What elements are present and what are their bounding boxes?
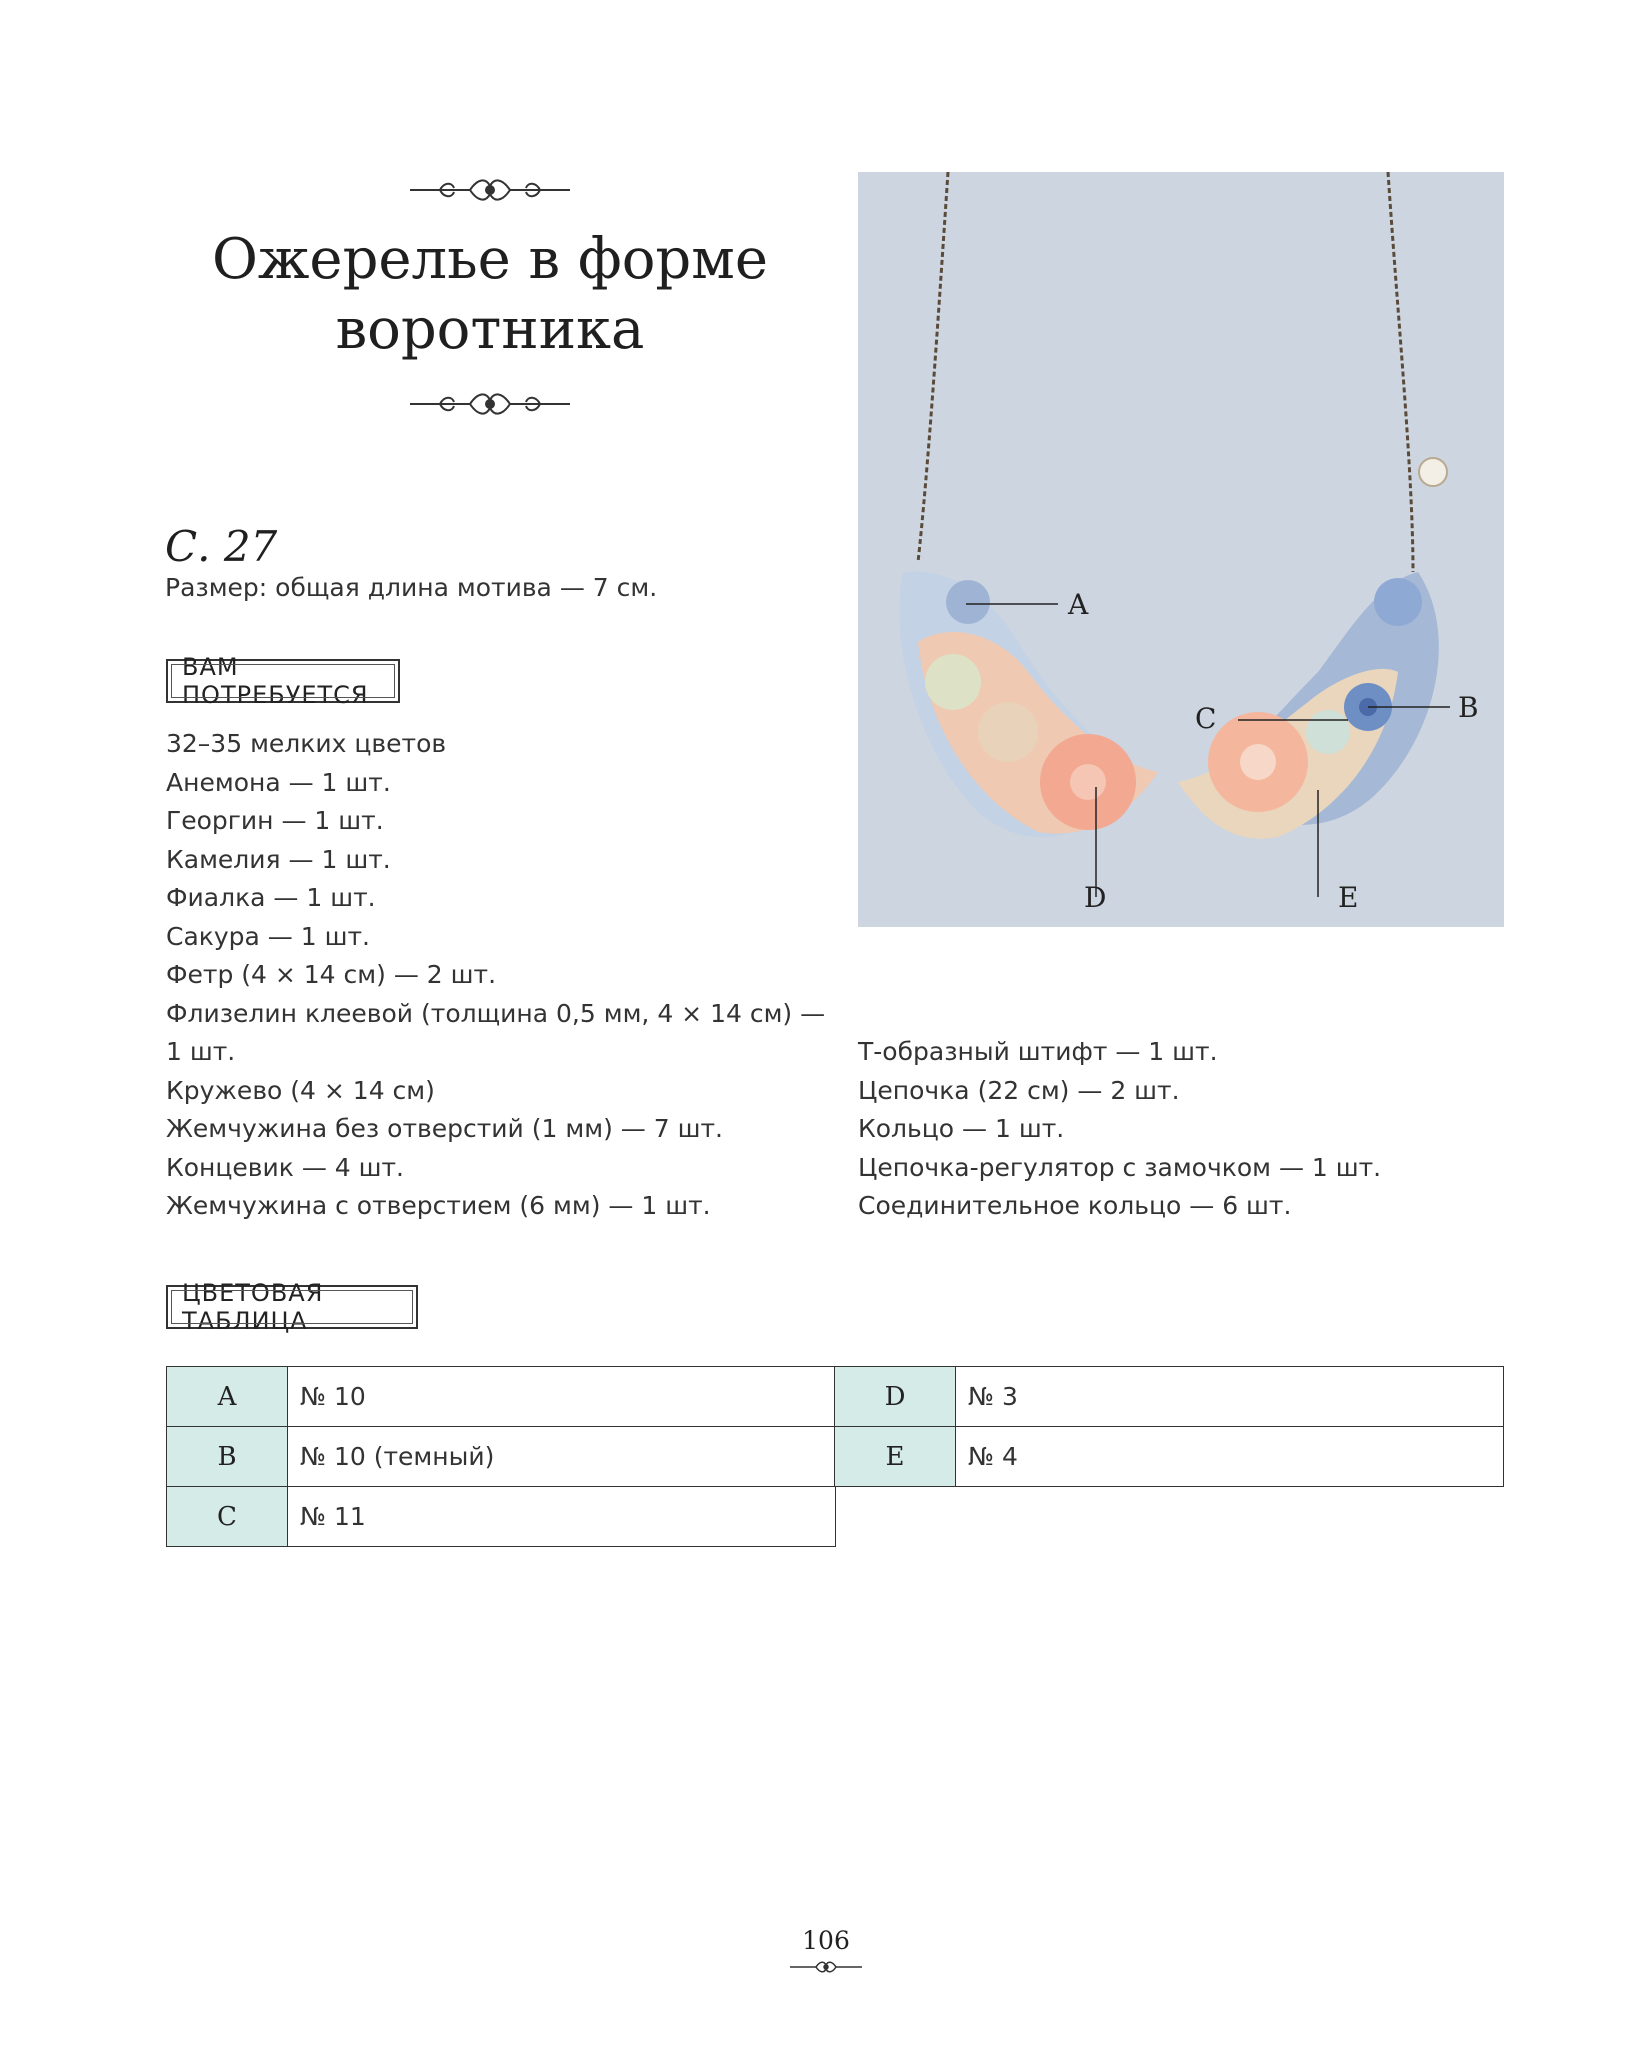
color-value: № 10 (темный) bbox=[288, 1426, 836, 1487]
materials-label-text: ВАМ ПОТРЕБУЕТСЯ bbox=[182, 653, 369, 709]
top-ornament-icon bbox=[400, 172, 580, 208]
list-item: Концевик — 4 шт. bbox=[166, 1152, 405, 1182]
page-title bbox=[160, 225, 820, 365]
page-reference: С. 27 bbox=[165, 522, 278, 571]
materials-list-left bbox=[166, 725, 826, 1226]
list-item: Жемчужина без отверстий (1 мм) — 7 шт. bbox=[166, 1114, 723, 1143]
color-key: A bbox=[166, 1366, 288, 1427]
materials-label bbox=[166, 653, 400, 709]
materials-list-right bbox=[858, 1033, 1498, 1226]
color-value: № 10 bbox=[288, 1366, 836, 1427]
list-item: Цепочка (22 см) — 2 шт. bbox=[858, 1075, 1180, 1105]
photo-label-c: C bbox=[1195, 702, 1217, 735]
page-number-ornament-icon bbox=[786, 1958, 866, 1976]
photo-label-d: D bbox=[1084, 881, 1107, 914]
color-key: C bbox=[166, 1486, 288, 1547]
table-row bbox=[166, 1366, 836, 1427]
table-row bbox=[166, 1486, 836, 1547]
photo-label-a: A bbox=[1068, 588, 1089, 621]
list-item: Фетр (4 × 14 см) — 2 шт. bbox=[166, 960, 497, 989]
bottom-ornament-icon bbox=[400, 386, 580, 422]
title-line-2: воротника bbox=[335, 297, 645, 362]
list-item: Фиалка — 1 шт. bbox=[166, 883, 376, 912]
list-item: 32–35 мелких цветов bbox=[166, 729, 447, 758]
list-item: Жемчужина с отверстием (6 мм) — 1 шт. bbox=[166, 1191, 711, 1220]
list-item: Цепочка-регулятор с замочком — 1 шт. bbox=[858, 1152, 1382, 1182]
table-row bbox=[834, 1426, 1504, 1487]
color-table-label-text: ЦВЕТОВАЯ ТАБЛИЦА bbox=[182, 1279, 324, 1335]
color-key: D bbox=[834, 1366, 956, 1427]
table-row bbox=[834, 1366, 1504, 1427]
list-item: 1 шт. bbox=[166, 1037, 236, 1066]
list-item: Георгин — 1 шт. bbox=[166, 806, 384, 835]
photo-label-b: B bbox=[1458, 691, 1479, 724]
size-text: Размер: общая длина мотива — 7 см. bbox=[165, 573, 658, 602]
color-value: № 11 bbox=[288, 1486, 836, 1547]
list-item: Т-образный штифт — 1 шт. bbox=[858, 1037, 1218, 1066]
color-key: E bbox=[834, 1426, 956, 1487]
list-item: Флизелин клеевой (толщина 0,5 мм, 4 × 14 см) — bbox=[166, 998, 826, 1028]
list-item: Кружево (4 × 14 см) bbox=[166, 1075, 435, 1105]
color-key: B bbox=[166, 1426, 288, 1487]
title-line-1: Ожерелье в форме bbox=[212, 227, 768, 292]
list-item: Соединительное кольцо — 6 шт. bbox=[858, 1191, 1292, 1220]
color-value: № 4 bbox=[956, 1426, 1504, 1487]
table-row bbox=[166, 1426, 836, 1487]
list-item: Кольцо — 1 шт. bbox=[858, 1114, 1065, 1143]
color-table bbox=[166, 1366, 1504, 1549]
necklace-photo bbox=[858, 172, 1504, 927]
list-item: Камелия — 1 шт. bbox=[166, 844, 391, 874]
color-value: № 3 bbox=[956, 1366, 1504, 1427]
page-number: 106 bbox=[802, 1926, 850, 1955]
photo-label-e: E bbox=[1338, 881, 1359, 914]
color-table-label bbox=[166, 1279, 418, 1335]
list-item: Сакура — 1 шт. bbox=[166, 921, 370, 951]
list-item: Анемона — 1 шт. bbox=[166, 767, 391, 797]
